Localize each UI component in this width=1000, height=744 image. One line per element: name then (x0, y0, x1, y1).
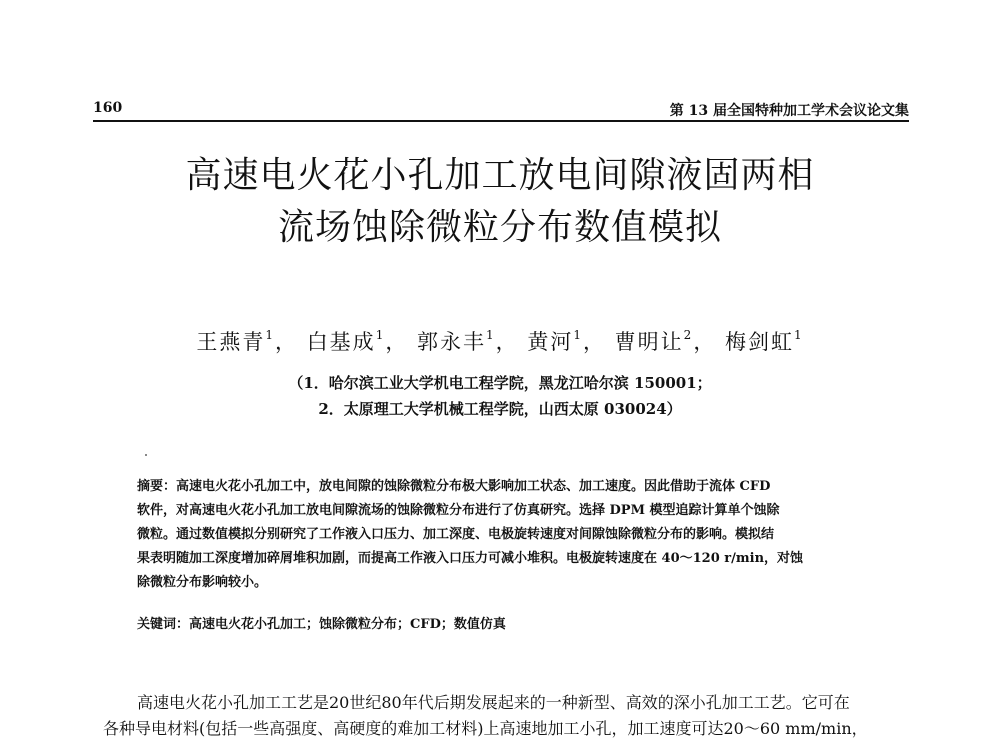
paper-title (0, 150, 1000, 254)
author-affil-mark: 1 (573, 328, 583, 342)
author-name: 王燕青 (196, 330, 266, 354)
author-name: 曹明让 (614, 330, 684, 354)
body-paragraph (103, 690, 923, 742)
abstract-text: 高速电火花小孔加工中，放电间隙的蚀除微粒分布极大影响加工状态、加工速度。因此借助于流体 CFD (176, 479, 771, 494)
author-affil-mark: 2 (683, 328, 694, 342)
body-line-2: 各种导电材料(包括一些高强度、高硬度的难加工材料)上高速地加工小孔，加工速度可达20～60 mm/min， (103, 719, 868, 738)
keywords-text: 高速电火花小孔加工；蚀除微粒分布；CFD；数值仿真 (189, 617, 506, 632)
author-name: 郭永丰 (417, 330, 487, 354)
title-line-1: 高速电火花小孔加工放电间隙液固两相 (185, 155, 815, 196)
abstract-label: 摘要： (137, 479, 177, 494)
abstract-line-4: 果表明随加工深度增加碎屑堆积加剧，而提高工作液入口压力可减小堆积。电极旋转速度在 40～120 r/min，对蚀 (137, 551, 804, 566)
author-affil-mark: 1 (794, 328, 804, 342)
keywords-label: 关键词： (137, 617, 190, 632)
author-affil-mark: 1 (486, 328, 496, 342)
author-affil-mark: 1 (265, 328, 275, 342)
author-name: 梅剑虹 (725, 330, 794, 354)
abstract (137, 475, 877, 595)
running-header (93, 98, 909, 122)
conference-title: 第 13 届全国特种加工学术会议论文集 (669, 103, 909, 119)
affiliation-line-1: （1．哈尔滨工业大学机电工程学院，黑龙江哈尔滨 150001； (288, 374, 712, 392)
author-affil-mark: 1 (375, 328, 386, 342)
page-number: 160 (93, 100, 123, 116)
abstract-line-2: 软件，对高速电火花小孔加工放电间隙流场的蚀除微粒分布进行了仿真研究。选择 DPM 模型追踪计算单个蚀除 (137, 503, 780, 518)
abstract-line-1 (137, 475, 877, 499)
author-list: 王燕青$^1$， 白基成$^1$， 郭永丰$^1$， 黄河$^1$， 曹明让$^2$， 梅剑虹$^1$ (196, 328, 804, 354)
abstract-line-5: 除微粒分布影响较小。 (137, 575, 268, 590)
author-name: 黄河 (527, 330, 574, 354)
keywords (137, 613, 877, 632)
abstract-line-3: 微粒。通过数值模拟分别研究了工作液入口压力、加工深度、电极旋转速度对间隙蚀除微粒分布的影响。模拟结 (137, 527, 775, 542)
author-name: 白基成 (306, 330, 376, 354)
affiliation-line-2: 2．太原理工大学机械工程学院，山西太原 030024） (318, 400, 682, 418)
body-line-1: 高速电火花小孔加工工艺是20世纪80年代后期发展起来的一种新型、高效的深小孔加工工艺。它可在 (137, 693, 850, 712)
scan-speck (145, 454, 147, 456)
title-line-2: 流场蚀除微粒分布数值模拟 (277, 207, 722, 248)
